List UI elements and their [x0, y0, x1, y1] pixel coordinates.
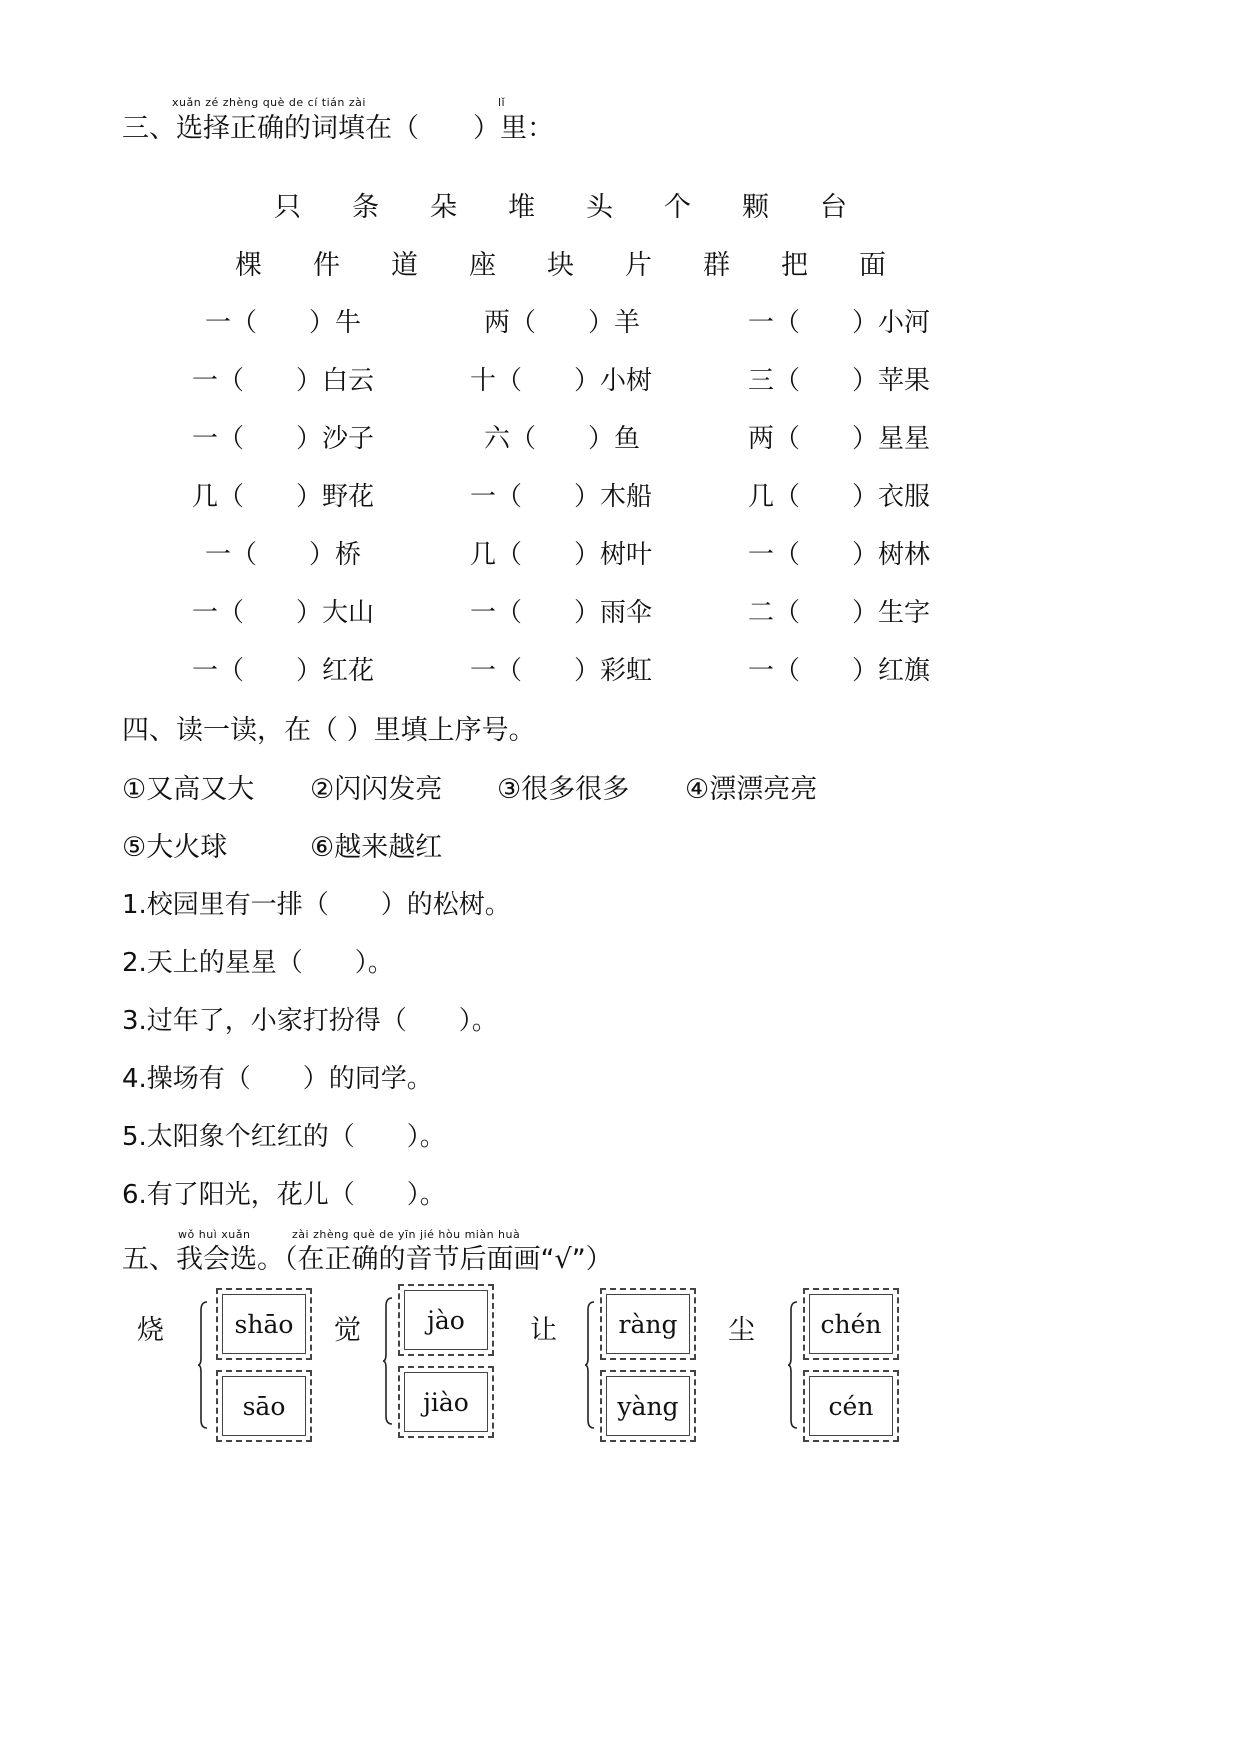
- syllable-option-box[interactable]: sāo: [216, 1370, 312, 1442]
- option-item: ②闪闪发亮: [310, 774, 443, 805]
- brace-icon: [585, 1300, 595, 1430]
- word-bank-word: 只: [274, 192, 301, 223]
- word-bank-word: 座: [469, 250, 496, 281]
- option-item: ④漂漂亮亮: [685, 774, 818, 805]
- target-character: 让: [530, 1315, 557, 1346]
- section3-pinyin: xuǎn zé zhèng què de cí tián zài: [172, 96, 366, 109]
- word-bank-word: 道: [391, 250, 418, 281]
- word-bank-word: 台: [820, 192, 847, 223]
- fill-blank-item[interactable]: 两（ ）星星: [748, 424, 931, 454]
- syllable-option-box[interactable]: jào: [398, 1284, 494, 1356]
- word-bank-word: 把: [781, 250, 808, 281]
- syllable-option-box[interactable]: cén: [803, 1370, 899, 1442]
- option-item: ⑥越来越红: [310, 832, 443, 863]
- word-bank-word: 朵: [430, 192, 457, 223]
- target-character: 烧: [137, 1315, 164, 1346]
- sentence-item[interactable]: 2.天上的星星（ ）。: [122, 948, 394, 978]
- fill-blank-item[interactable]: 一（ ）彩虹: [470, 656, 653, 686]
- fill-blank-item[interactable]: 一（ ）雨伞: [470, 598, 653, 628]
- word-bank-word: 个: [664, 192, 691, 223]
- sentence-item[interactable]: 3.过年了，小家打扮得（ ）。: [122, 1006, 498, 1036]
- brace-icon: [198, 1300, 208, 1430]
- brace-icon: [383, 1296, 393, 1426]
- word-bank-word: 群: [703, 250, 730, 281]
- option-item: ③很多很多: [497, 774, 630, 805]
- fill-blank-item[interactable]: 三（ ）苹果: [748, 366, 931, 396]
- fill-blank-item[interactable]: 一（ ）红花: [192, 656, 375, 686]
- fill-blank-item[interactable]: 二（ ）生字: [748, 598, 931, 628]
- option-item: ⑤大火球: [122, 832, 228, 863]
- word-bank-word: 块: [547, 250, 574, 281]
- section3-pinyin-li: lǐ: [498, 96, 506, 109]
- target-character: 尘: [728, 1315, 755, 1346]
- word-bank-word: 头: [586, 192, 613, 223]
- sentence-item[interactable]: 1.校园里有一排（ ）的松树。: [122, 890, 511, 920]
- brace-icon: [788, 1300, 798, 1430]
- fill-blank-item[interactable]: 几（ ）衣服: [748, 482, 931, 512]
- fill-blank-item[interactable]: 几（ ）野花: [192, 482, 375, 512]
- fill-blank-item[interactable]: 一（ ）树林: [748, 540, 931, 570]
- section4-title: 四、读一读，在（ ）里填上序号。: [122, 715, 536, 746]
- section5-pinyin: wǒ huì xuǎn: [178, 1228, 251, 1241]
- fill-blank-item[interactable]: 一（ ）牛: [205, 308, 362, 338]
- word-bank-word: 件: [313, 250, 340, 281]
- word-bank-word: 片: [625, 250, 652, 281]
- fill-blank-item[interactable]: 六（ ）鱼: [484, 424, 641, 454]
- word-bank-word: 条: [352, 192, 379, 223]
- fill-blank-item[interactable]: 一（ ）白云: [192, 366, 375, 396]
- fill-blank-item[interactable]: 一（ ）小河: [748, 308, 931, 338]
- sentence-item[interactable]: 5.太阳象个红红的（ ）。: [122, 1122, 446, 1152]
- word-bank-word: 面: [859, 250, 886, 281]
- word-bank-word: 颗: [742, 192, 769, 223]
- option-item: ①又高又大: [122, 774, 255, 805]
- sentence-item[interactable]: 6.有了阳光，花儿（ ）。: [122, 1180, 446, 1210]
- target-character: 觉: [334, 1315, 361, 1346]
- syllable-option-box[interactable]: chén: [803, 1288, 899, 1360]
- section5-title: 五、我会选。（在正确的音节后面画“√”）: [122, 1244, 613, 1275]
- fill-blank-item[interactable]: 一（ ）红旗: [748, 656, 931, 686]
- sentence-item[interactable]: 4.操场有（ ）的同学。: [122, 1064, 433, 1094]
- fill-blank-item[interactable]: 十（ ）小树: [470, 366, 653, 396]
- fill-blank-item[interactable]: 一（ ）沙子: [192, 424, 375, 454]
- fill-blank-item[interactable]: 两（ ）羊: [484, 308, 641, 338]
- fill-blank-item[interactable]: 几（ ）树叶: [470, 540, 653, 570]
- fill-blank-item[interactable]: 一（ ）木船: [470, 482, 653, 512]
- syllable-option-box[interactable]: jiào: [398, 1366, 494, 1438]
- fill-blank-item[interactable]: 一（ ）大山: [192, 598, 375, 628]
- word-bank-word: 棵: [235, 250, 262, 281]
- section5-pinyin: zài zhèng què de yīn jié hòu miàn huà: [292, 1228, 521, 1241]
- syllable-option-box[interactable]: yàng: [600, 1370, 696, 1442]
- section3-title: 三、选择正确的词填在（ ）里：: [122, 113, 554, 144]
- syllable-option-box[interactable]: ràng: [600, 1288, 696, 1360]
- syllable-option-box[interactable]: shāo: [216, 1288, 312, 1360]
- fill-blank-item[interactable]: 一（ ）桥: [205, 540, 362, 570]
- word-bank-word: 堆: [508, 192, 535, 223]
